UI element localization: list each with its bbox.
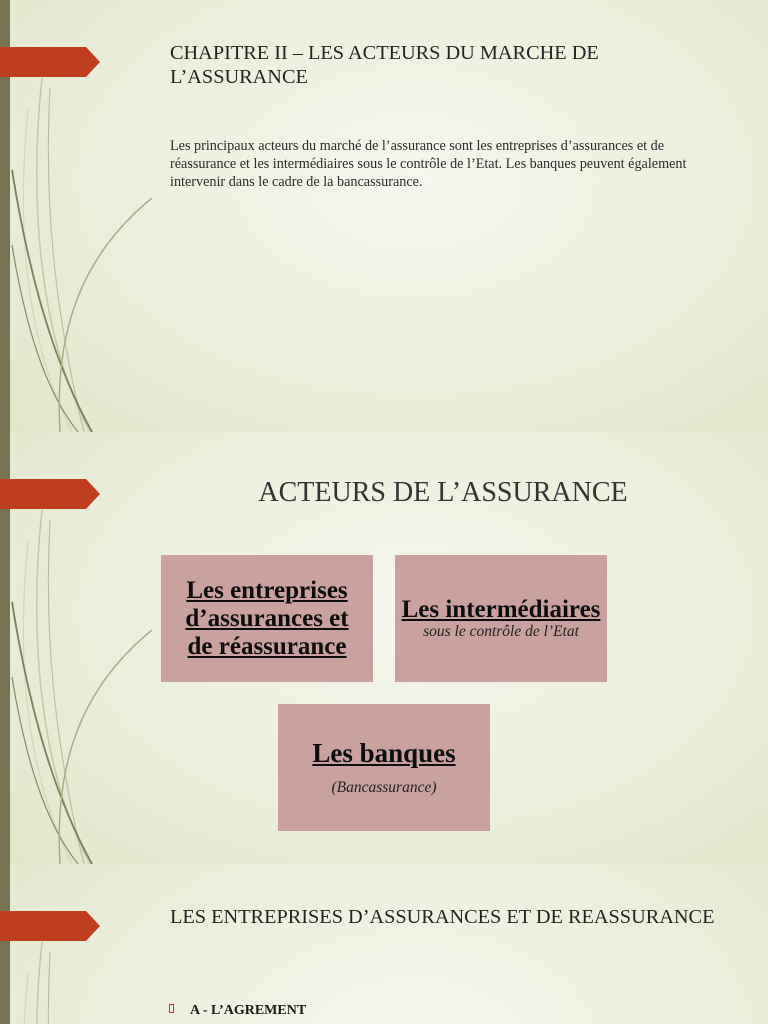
slide-marker-arrow-icon (0, 47, 100, 77)
actor-box-banks (278, 704, 490, 831)
actor-box-caption: (Bancassurance) (331, 779, 437, 796)
slide-3 (0, 864, 768, 1024)
slide-marker-arrow-icon (0, 479, 100, 509)
slide-paragraph: Les principaux acteurs du marché de l’assurance sont les entreprises d’assurances et de réassurance et les intermédiaires sous le contrôle de l’Etat. Les banques peuvent également intervenir dans le cadre de la bancassurance. (170, 138, 687, 190)
actor-box-caption: sous le contrôle de l’Etat (423, 623, 579, 640)
actor-box-intermediaries (395, 555, 607, 682)
slide-title: ACTEURS DE L’ASSURANCE (258, 477, 628, 508)
slide-marker-arrow-icon (0, 911, 100, 941)
slide-1 (0, 0, 768, 432)
slide-title: LES ENTREPRISES D’ASSURANCES ET DE REASSURANCE (170, 906, 715, 928)
slide-title: CHAPITRE II – LES ACTEURS DU MARCHE DE L’ASSURANCE (170, 42, 599, 88)
actor-box-insurers (161, 555, 373, 682)
slide-2 (0, 432, 768, 864)
bullet-square-icon (169, 1004, 174, 1013)
actor-box-heading: Les entreprises d’assurances et de réassurance (185, 576, 349, 660)
decorative-curves (0, 864, 768, 1024)
bullet-item: A - L’AGREMENT (190, 1003, 307, 1018)
actor-box-heading: Les banques (312, 738, 456, 768)
actor-box-heading: Les intermédiaires (401, 596, 601, 623)
